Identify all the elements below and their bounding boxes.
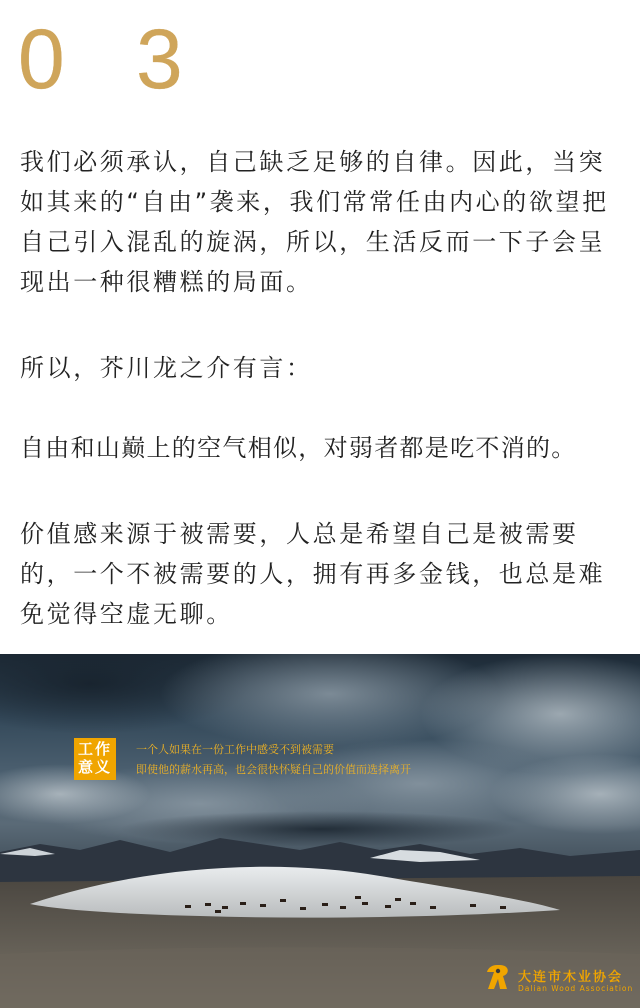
landscape-photo (0, 654, 640, 1008)
paragraph-quote: 自由和山巅上的空气相似，对弱者都是吃不消的。 (20, 434, 577, 462)
paragraph-value: 价值感来源于被需要，人总是希望自己是被需要的，一个不被需要的人，拥有再多金钱，也总是难免觉得空虚无聊。 (20, 520, 606, 628)
association-logo-icon (482, 962, 512, 992)
quote-line-2: 即使他的薪水再高，也会很快怀疑自己的价值而选择离开 (136, 763, 411, 776)
association-logo (482, 962, 632, 1002)
association-name-en: Dalian Wood Association (518, 984, 634, 993)
badge-line-1: 工作 (77, 740, 112, 758)
association-name-cn: 大连市木业协会 (518, 970, 624, 985)
paragraph-quote-intro: 所以，芥川龙之介有言： (20, 354, 313, 382)
work-meaning-badge (74, 738, 116, 780)
paragraph-discipline: 我们必须承认，自己缺乏足够的自律。因此，当突如其来的“自由”袭来，我们常常任由内心的欲望把自己引入混乱的旋涡，所以，生活反而一下子会呈现出一种很糟糕的局面。 (20, 148, 609, 296)
badge-line-2: 意义 (77, 758, 112, 776)
quote-line-1: 一个人如果在一份工作中感受不到被需要 (136, 743, 334, 756)
landscape-illustration (0, 654, 640, 1008)
section-number: 0 3 (18, 12, 207, 106)
